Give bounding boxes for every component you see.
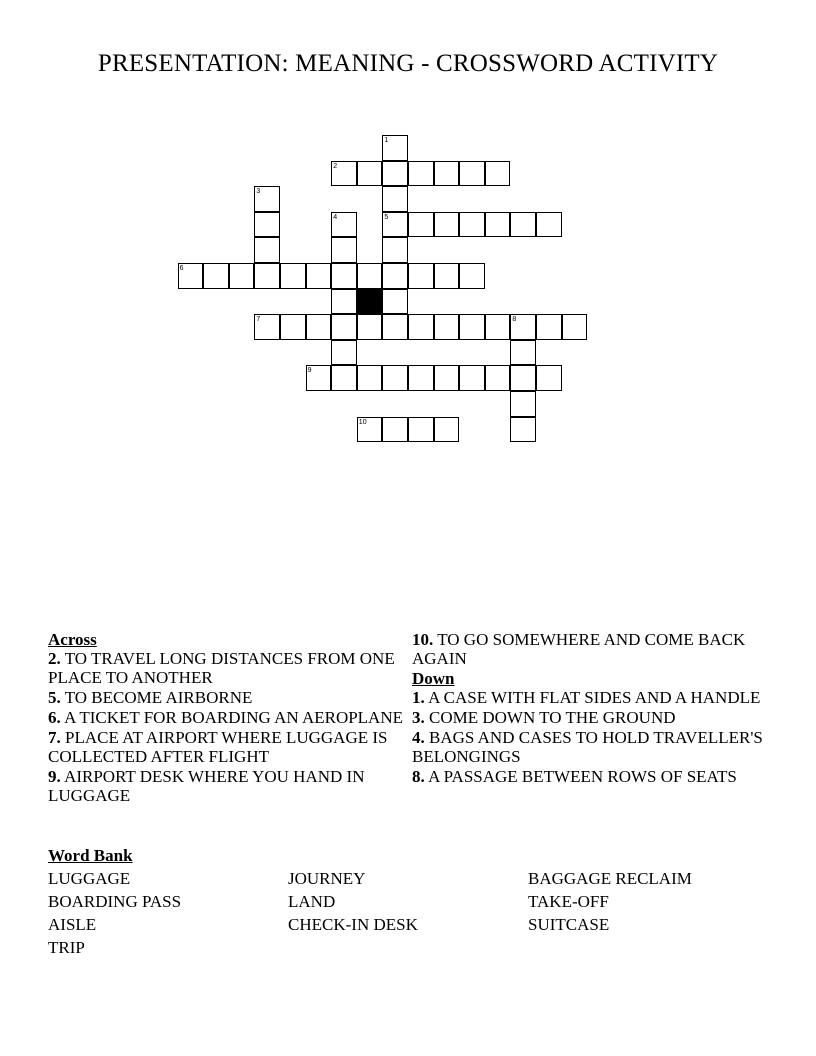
crossword-cell[interactable] [459,314,485,340]
clue-number-label: 3 [256,188,261,196]
crossword-cell[interactable] [331,314,357,340]
word-bank-item: TRIP [48,938,85,957]
clue-number-label: 10 [358,418,367,426]
crossword-cell[interactable] [536,365,562,391]
clue-text: A TICKET FOR BOARDING AN AEROPLANE [64,708,403,727]
across-clue [48,708,403,727]
crossword-cell[interactable] [434,314,460,340]
clue-text: TO TRAVEL LONG DISTANCES FROM ONE PLACE TO ANOTHER [48,649,395,687]
clue-text: A PASSAGE BETWEEN ROWS OF SEATS [428,767,737,786]
crossword-cell[interactable] [357,314,383,340]
word-bank [48,846,768,957]
clue-text: TO BECOME AIRBORNE [64,688,253,707]
crossword-cell[interactable] [382,263,408,289]
word-bank-heading: Word Bank [48,846,133,865]
crossword-cell[interactable] [485,314,511,340]
clue-number: 4. [412,728,425,747]
crossword-cell[interactable] [408,161,434,187]
clue-number: 8. [412,767,425,786]
word-bank-item: BOARDING PASS [48,892,182,911]
crossword-cell[interactable] [459,263,485,289]
word-bank-item: SUITCASE [528,915,610,934]
word-bank-item: LUGGAGE [48,869,131,888]
crossword-cell[interactable] [382,237,408,263]
clue-number: 3. [412,708,425,727]
crossword-cell[interactable] [306,263,332,289]
crossword-cell[interactable] [331,365,357,391]
crossword-cell[interactable] [510,391,536,417]
down-clue [412,708,767,727]
page-title: PRESENTATION: MEANING - CROSSWORD ACTIVITY [97,50,719,77]
clue-number-label: 5 [384,213,389,221]
crossword-cell[interactable] [510,365,536,391]
crossword-cell[interactable] [485,212,511,238]
crossword-cell[interactable] [408,314,434,340]
crossword-cell[interactable] [280,314,306,340]
down-heading: Down [412,669,455,688]
crossword-cell[interactable] [254,237,280,263]
word-bank-item: AISLE [48,915,97,934]
crossword-cell[interactable] [408,417,434,443]
crossword-cell[interactable] [434,365,460,391]
crossword-cell[interactable] [203,263,229,289]
crossword-cell[interactable] [434,161,460,187]
across-clue [48,688,403,707]
clue-number-label: 8 [512,316,517,324]
clue-number-label: 2 [333,162,338,170]
word-bank-item: JOURNEY [288,869,366,888]
crossword-cell[interactable] [331,263,357,289]
shaded-cell [357,289,383,315]
clue-number: 1. [412,688,425,707]
clue-number-label: 6 [179,265,184,272]
clue-text: TO GO SOMEWHERE AND COME BACK AGAIN [412,630,746,668]
crossword-cell[interactable] [280,263,306,289]
word-bank-item: BAGGAGE RECLAIM [528,869,692,888]
crossword-cell[interactable] [331,289,357,315]
clue-number-label: 1 [384,137,389,144]
crossword-cell[interactable] [536,314,562,340]
clue-number: 5. [48,688,61,707]
crossword-cell[interactable] [306,314,332,340]
word-bank-item: TAKE-OFF [528,892,609,911]
across-clue [412,630,767,668]
crossword-cell[interactable] [408,263,434,289]
crossword-cell[interactable] [382,289,408,315]
clue-number: 2. [48,649,61,668]
crossword-cell[interactable] [562,314,588,340]
crossword-cell[interactable] [408,365,434,391]
clues-right-column [412,630,767,787]
clue-text: BAGS AND CASES TO HOLD TRAVELLER'S BELONGINGS [412,728,763,766]
crossword-cell[interactable] [331,237,357,263]
crossword-cell[interactable] [357,161,383,187]
crossword-cell[interactable] [459,365,485,391]
clues-left-column [48,630,403,806]
crossword-cell[interactable] [229,263,255,289]
crossword-cell[interactable] [434,212,460,238]
crossword-cell[interactable] [382,365,408,391]
down-clue [412,767,767,786]
clue-number: 6. [48,708,61,727]
clue-number-label: 4 [333,213,338,221]
across-clue [48,728,403,766]
clue-text: COME DOWN TO THE GROUND [429,708,676,727]
clue-text: A CASE WITH FLAT SIDES AND A HANDLE [428,688,761,707]
crossword-cell[interactable] [254,263,280,289]
clue-number: 9. [48,767,61,786]
clue-number-label: 7 [256,316,261,324]
crossword-cell[interactable] [459,212,485,238]
clue-number: 10. [412,630,434,649]
word-bank-list [48,869,768,957]
crossword-cell[interactable] [382,186,408,212]
crossword-cell[interactable] [485,365,511,391]
crossword-cell[interactable] [357,365,383,391]
crossword-cell[interactable] [434,417,460,443]
clue-number-label: 9 [307,367,312,375]
word-bank-item: LAND [288,892,336,911]
across-heading: Across [48,630,97,649]
clue-number: 7. [48,728,61,747]
crossword-cell[interactable] [382,161,408,187]
crossword-cell[interactable] [382,314,408,340]
crossword-grid [0,0,816,460]
crossword-cell[interactable] [510,340,536,366]
across-clue [48,767,403,805]
crossword-cell[interactable] [357,263,383,289]
crossword-cell[interactable] [408,212,434,238]
crossword-cell[interactable] [434,263,460,289]
crossword-cell[interactable] [459,161,485,187]
down-clue [412,728,767,766]
crossword-cell[interactable] [536,212,562,238]
crossword-cell[interactable] [382,417,408,443]
crossword-cell[interactable] [485,161,511,187]
clue-text: PLACE AT AIRPORT WHERE LUGGAGE IS COLLECTED AFTER FLIGHT [48,728,388,766]
clue-text: AIRPORT DESK WHERE YOU HAND IN LUGGAGE [48,767,365,805]
down-clue [412,688,767,707]
crossword-cell[interactable] [510,417,536,443]
word-bank-item: CHECK-IN DESK [288,915,418,934]
crossword-cell[interactable] [331,340,357,366]
crossword-cell[interactable] [254,212,280,238]
across-clue [48,649,403,687]
crossword-cell[interactable] [510,212,536,238]
